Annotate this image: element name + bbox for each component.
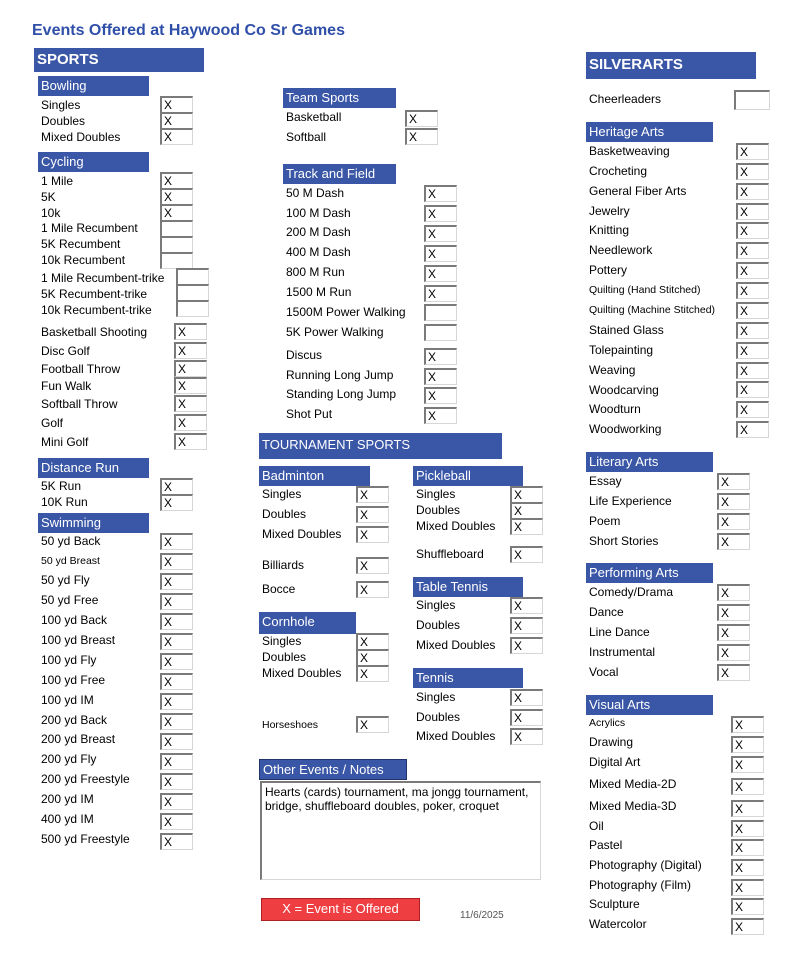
event-label: 100 yd Fly <box>41 653 97 667</box>
event-checkbox[interactable]: X <box>174 433 207 450</box>
event-checkbox[interactable]: X <box>160 188 193 205</box>
event-label: Weaving <box>589 363 636 377</box>
event-label: Mixed Doubles <box>416 729 496 743</box>
event-checkbox[interactable] <box>160 220 193 237</box>
event-checkbox[interactable]: X <box>424 285 457 302</box>
event-checkbox[interactable]: X <box>424 265 457 282</box>
event-label: 200 yd Breast <box>41 732 116 746</box>
event-checkbox[interactable]: X <box>736 143 769 160</box>
event-checkbox[interactable]: X <box>731 716 764 733</box>
event-checkbox[interactable]: X <box>424 387 457 404</box>
event-label: 50 yd Fly <box>41 573 90 587</box>
event-checkbox[interactable]: X <box>160 494 193 511</box>
event-label: 1 Mile Recumbent <box>41 221 138 235</box>
event-checkbox[interactable]: X <box>736 163 769 180</box>
event-label: Cheerleaders <box>589 92 662 106</box>
event-label: Line Dance <box>589 625 650 639</box>
event-checkbox[interactable]: X <box>736 203 769 220</box>
event-checkbox[interactable]: X <box>160 813 193 830</box>
event-label: Disc Golf <box>41 344 90 358</box>
event-label: Discus <box>286 348 323 362</box>
event-checkbox[interactable]: X <box>160 653 193 670</box>
event-checkbox[interactable]: X <box>717 604 750 621</box>
event-label: Horseshoes <box>262 719 319 731</box>
event-label: Tolepainting <box>589 343 654 357</box>
event-label: Basketball Shooting <box>41 325 148 339</box>
event-checkbox[interactable]: X <box>736 421 769 438</box>
section-header-tournament-sports: TOURNAMENT SPORTS <box>259 433 502 459</box>
event-label: Fun Walk <box>41 379 92 393</box>
event-checkbox[interactable] <box>176 300 209 317</box>
group-header-heritage-arts: Heritage Arts <box>586 122 713 142</box>
event-checkbox[interactable]: X <box>736 262 769 279</box>
event-checkbox[interactable]: X <box>736 302 769 319</box>
event-label: 50 yd Free <box>41 593 99 607</box>
event-label: Stained Glass <box>589 323 664 337</box>
event-label: Doubles <box>416 710 461 724</box>
event-label: Short Stories <box>589 534 659 548</box>
event-label: Poem <box>589 514 621 528</box>
event-checkbox[interactable]: X <box>160 693 193 710</box>
group-header-pickleball: Pickleball <box>413 466 523 486</box>
event-checkbox[interactable]: X <box>736 381 769 398</box>
event-label: Doubles <box>41 114 86 128</box>
event-label: 1 Mile <box>41 174 74 188</box>
event-checkbox[interactable]: X <box>160 478 193 495</box>
event-checkbox[interactable]: X <box>424 185 457 202</box>
event-label: Doubles <box>416 618 461 632</box>
event-checkbox[interactable]: X <box>731 879 764 896</box>
event-checkbox[interactable]: X <box>736 322 769 339</box>
event-label: Oil <box>589 819 604 833</box>
group-header-visual-arts: Visual Arts <box>586 695 713 715</box>
event-label: 100 yd Breast <box>41 633 116 647</box>
event-label: Mixed Media-2D <box>589 777 677 791</box>
event-checkbox[interactable]: X <box>174 342 207 359</box>
event-checkbox[interactable]: X <box>731 839 764 856</box>
event-label: 5K Recumbent <box>41 237 121 251</box>
group-header-cycling: Cycling <box>38 152 149 172</box>
event-checkbox[interactable]: X <box>510 502 543 519</box>
event-label: Instrumental <box>589 645 656 659</box>
event-checkbox[interactable]: X <box>510 728 543 745</box>
event-label: 200 yd Fly <box>41 752 97 766</box>
event-checkbox[interactable]: X <box>160 204 193 221</box>
event-checkbox[interactable]: X <box>736 282 769 299</box>
event-label: Basketweaving <box>589 144 670 158</box>
event-checkbox[interactable]: X <box>731 898 764 915</box>
event-label: 1 Mile Recumbent-trike <box>41 271 165 285</box>
event-checkbox[interactable]: X <box>736 183 769 200</box>
event-label: 50 yd Back <box>41 534 101 548</box>
event-checkbox[interactable]: X <box>731 756 764 773</box>
event-checkbox[interactable] <box>424 324 457 341</box>
event-label: Life Experience <box>589 494 672 508</box>
event-label: Knitting <box>589 223 630 237</box>
event-checkbox[interactable]: X <box>356 665 389 682</box>
event-label: 100 yd Free <box>41 673 106 687</box>
document-date: 11/6/2025 <box>460 910 504 921</box>
event-label: Mixed Doubles <box>416 638 496 652</box>
event-label: 400 M Dash <box>286 245 351 259</box>
event-checkbox[interactable]: X <box>356 526 389 543</box>
event-label: 100 yd IM <box>41 693 94 707</box>
group-header-badminton: Badminton <box>259 466 370 486</box>
event-label: Standing Long Jump <box>286 387 397 401</box>
event-checkbox[interactable]: X <box>731 736 764 753</box>
event-checkbox[interactable] <box>424 304 457 321</box>
event-label: Quilting (Hand Stitched) <box>589 284 701 296</box>
event-label: Photography (Digital) <box>589 858 702 872</box>
event-checkbox[interactable]: X <box>160 793 193 810</box>
event-label: Needlework <box>589 243 653 257</box>
event-label: Singles <box>262 487 302 501</box>
event-label: Shot Put <box>286 407 333 421</box>
event-checkbox[interactable]: X <box>510 546 543 563</box>
event-checkbox[interactable]: X <box>736 362 769 379</box>
event-checkbox[interactable]: X <box>424 245 457 262</box>
event-checkbox[interactable]: X <box>424 407 457 424</box>
event-label: Dance <box>589 605 624 619</box>
event-label: Doubles <box>262 650 307 664</box>
event-checkbox[interactable]: X <box>160 673 193 690</box>
event-label: Drawing <box>589 735 634 749</box>
event-checkbox[interactable]: X <box>174 360 207 377</box>
event-checkbox[interactable] <box>734 90 770 110</box>
event-label: 50 M Dash <box>286 186 345 200</box>
event-label: 50 yd Breast <box>41 555 100 567</box>
event-checkbox[interactable]: X <box>174 414 207 431</box>
legend-badge: X = Event is Offered <box>261 898 420 921</box>
event-checkbox[interactable]: X <box>160 553 193 570</box>
event-checkbox[interactable]: X <box>160 593 193 610</box>
event-checkbox[interactable]: X <box>731 800 764 817</box>
event-checkbox[interactable]: X <box>160 172 193 189</box>
event-checkbox[interactable]: X <box>160 733 193 750</box>
group-header-team-sports: Team Sports <box>283 88 396 108</box>
event-label: Woodcarving <box>589 383 659 397</box>
event-label: 5K Run <box>41 479 82 493</box>
event-checkbox[interactable] <box>176 284 209 301</box>
event-label: 10k <box>41 206 61 220</box>
event-label: Golf <box>41 416 64 430</box>
group-header-distance-run: Distance Run <box>38 458 149 478</box>
event-checkbox[interactable]: X <box>356 581 389 598</box>
event-label: 10k Recumbent-trike <box>41 303 152 317</box>
event-checkbox[interactable]: X <box>160 713 193 730</box>
event-label: 800 M Run <box>286 265 345 279</box>
event-label: Running Long Jump <box>286 368 394 382</box>
event-checkbox[interactable]: X <box>356 486 389 503</box>
event-label: General Fiber Arts <box>589 184 687 198</box>
event-checkbox[interactable]: X <box>174 323 207 340</box>
event-label: Mixed Doubles <box>416 519 496 533</box>
event-label: Pastel <box>589 838 623 852</box>
event-checkbox[interactable]: X <box>424 225 457 242</box>
event-checkbox[interactable] <box>160 252 193 269</box>
group-header-bowling: Bowling <box>38 76 149 96</box>
event-checkbox[interactable]: X <box>356 506 389 523</box>
event-label: Softball <box>286 130 327 144</box>
event-checkbox[interactable]: X <box>424 368 457 385</box>
event-label: Vocal <box>589 665 619 679</box>
event-checkbox[interactable]: X <box>356 633 389 650</box>
event-label: Doubles <box>262 507 307 521</box>
event-label: Mini Golf <box>41 435 89 449</box>
event-label: 100 yd Back <box>41 613 108 627</box>
notes-header: Other Events / Notes <box>259 759 407 780</box>
event-checkbox[interactable]: X <box>160 533 193 550</box>
event-checkbox[interactable]: X <box>717 493 750 510</box>
event-checkbox[interactable]: X <box>731 918 764 935</box>
event-checkbox[interactable]: X <box>160 96 193 113</box>
event-label: Singles <box>416 690 456 704</box>
event-checkbox[interactable]: X <box>174 395 207 412</box>
event-checkbox[interactable]: X <box>160 128 193 145</box>
event-checkbox[interactable]: X <box>510 597 543 614</box>
event-label: Singles <box>41 98 81 112</box>
event-label: 10k Recumbent <box>41 253 126 267</box>
event-label: Watercolor <box>589 917 647 931</box>
event-checkbox[interactable]: X <box>731 859 764 876</box>
event-checkbox[interactable]: X <box>510 709 543 726</box>
section-header-silverarts: SILVERARTS <box>586 52 756 79</box>
event-checkbox[interactable]: X <box>160 112 193 129</box>
group-header-swimming: Swimming <box>38 513 149 533</box>
event-checkbox[interactable]: X <box>736 242 769 259</box>
event-label: Shuffleboard <box>416 547 484 561</box>
event-label: 400 yd IM <box>41 812 94 826</box>
event-label: 5K Recumbent-trike <box>41 287 148 301</box>
event-label: 1500M Power Walking <box>286 305 406 319</box>
event-label: Bocce <box>262 582 296 596</box>
event-label: Mixed Media-3D <box>589 799 677 813</box>
event-checkbox[interactable] <box>176 268 209 285</box>
event-checkbox[interactable]: X <box>731 820 764 837</box>
event-checkbox[interactable]: X <box>174 377 207 394</box>
event-label: 200 yd Back <box>41 713 108 727</box>
event-checkbox[interactable]: X <box>160 773 193 790</box>
event-checkbox[interactable]: X <box>356 557 389 574</box>
event-label: 100 M Dash <box>286 206 351 220</box>
event-label: Singles <box>416 598 456 612</box>
event-label: Doubles <box>416 503 461 517</box>
event-checkbox[interactable]: X <box>424 348 457 365</box>
event-checkbox[interactable]: X <box>717 644 750 661</box>
event-checkbox[interactable]: X <box>356 649 389 666</box>
event-label: 5K Power Walking <box>286 325 384 339</box>
event-label: Softball Throw <box>41 397 118 411</box>
event-label: Sculpture <box>589 897 640 911</box>
event-checkbox[interactable]: X <box>510 689 543 706</box>
event-label: 200 yd Freestyle <box>41 772 130 786</box>
event-label: Photography (Film) <box>589 878 692 892</box>
group-header-track-and-field: Track and Field <box>283 164 396 184</box>
event-checkbox[interactable]: X <box>424 205 457 222</box>
page-title: Events Offered at Haywood Co Sr Games <box>32 22 345 39</box>
event-label: Digital Art <box>589 755 641 769</box>
event-checkbox[interactable]: X <box>717 533 750 550</box>
group-header-cornhole: Cornhole <box>259 612 356 634</box>
event-checkbox[interactable]: X <box>510 518 543 535</box>
event-checkbox[interactable]: X <box>717 624 750 641</box>
event-label: Mixed Doubles <box>262 527 342 541</box>
group-header-tennis: Tennis <box>413 668 523 688</box>
event-checkbox[interactable]: X <box>160 633 193 650</box>
event-label: Woodworking <box>589 422 662 436</box>
event-label: 10K Run <box>41 495 88 509</box>
event-checkbox[interactable]: X <box>405 128 438 145</box>
event-label: Quilting (Machine Stitched) <box>589 304 716 316</box>
event-checkbox[interactable]: X <box>510 486 543 503</box>
section-header-sports: SPORTS <box>34 48 204 72</box>
event-checkbox[interactable]: X <box>510 617 543 634</box>
event-label: 5K <box>41 190 56 204</box>
event-label: Pottery <box>589 263 628 277</box>
event-label: Billiards <box>262 558 305 572</box>
event-checkbox[interactable]: X <box>736 342 769 359</box>
event-checkbox[interactable]: X <box>160 753 193 770</box>
event-label: Acrylics <box>589 717 626 729</box>
notes-textarea[interactable]: Hearts (cards) tournament, ma jongg tournament, bridge, shuffleboard doubles, poker, croquet <box>260 781 541 880</box>
event-checkbox[interactable]: X <box>731 778 764 795</box>
event-label: 200 yd IM <box>41 792 94 806</box>
event-label: Woodturn <box>589 402 641 416</box>
event-label: Jewelry <box>589 204 630 218</box>
event-checkbox[interactable]: X <box>160 833 193 850</box>
event-label: Football Throw <box>41 362 121 376</box>
event-checkbox[interactable]: X <box>160 573 193 590</box>
event-checkbox[interactable]: X <box>717 664 750 681</box>
event-label: 1500 M Run <box>286 285 352 299</box>
event-checkbox[interactable]: X <box>717 513 750 530</box>
event-checkbox[interactable]: X <box>356 716 389 733</box>
event-checkbox[interactable]: X <box>160 613 193 630</box>
event-checkbox[interactable]: X <box>405 110 438 127</box>
event-label: Comedy/Drama <box>589 585 674 599</box>
event-label: 500 yd Freestyle <box>41 832 130 846</box>
group-header-table-tennis: Table Tennis <box>413 577 523 597</box>
event-checkbox[interactable]: X <box>510 637 543 654</box>
event-label: Mixed Doubles <box>41 130 121 144</box>
event-checkbox[interactable]: X <box>736 222 769 239</box>
event-label: Basketball <box>286 110 342 124</box>
event-checkbox[interactable]: X <box>717 473 750 490</box>
event-checkbox[interactable]: X <box>736 401 769 418</box>
event-checkbox[interactable]: X <box>717 584 750 601</box>
event-label: Singles <box>416 487 456 501</box>
event-label: 200 M Dash <box>286 225 351 239</box>
event-label: Essay <box>589 474 622 488</box>
group-header-performing-arts: Performing Arts <box>586 563 713 583</box>
event-checkbox[interactable] <box>160 236 193 253</box>
event-label: Singles <box>262 634 302 648</box>
group-header-literary-arts: Literary Arts <box>586 452 713 472</box>
event-label: Crocheting <box>589 164 648 178</box>
event-label: Mixed Doubles <box>262 666 342 680</box>
